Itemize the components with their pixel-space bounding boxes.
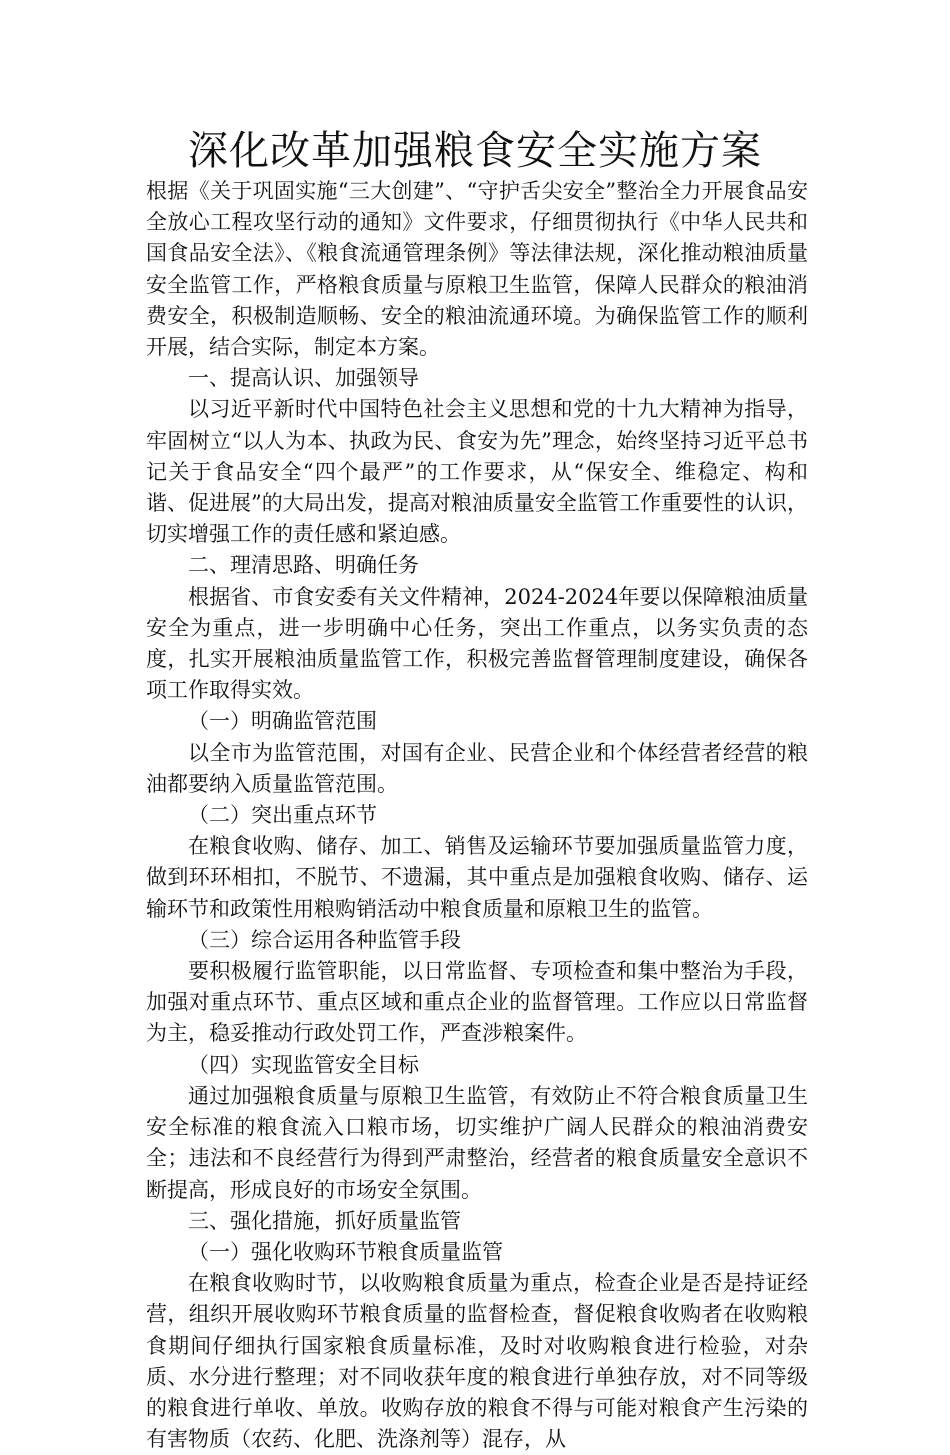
paragraph: 通过加强粮食质量与原粮卫生监管，有效防止不符合粮食质量卫生安全标准的粮食流入口粮市场，切实维护广阔人民群众的粮油消费安全；违法和不良经营行为得到严肃整治，经营者的粮食质量安全意识不断提高，形成良好的市场安全氛围。 <box>146 1083 808 1202</box>
subsection-heading: （二）突出重点环节 <box>188 803 377 828</box>
paragraph: 在粮食收购、储存、加工、销售及运输环节要加强质量监管力度，做到环环相扣，不脱节、不遗漏，其中重点是加强粮食收购、储存、运输环节和政策性用粮购销活动中粮食质量和原粮卫生的监管。 <box>146 834 808 921</box>
section-heading-1: 一、提高认识、加强领导 <box>188 366 419 391</box>
subsection-heading: （三）综合运用各种监管手段 <box>188 927 461 952</box>
subsection-heading: （一）强化收购环节粮食质量监管 <box>188 1239 503 1264</box>
paragraph: 要积极履行监管职能，以日常监督、专项检查和集中整治为手段，加强对重点环节、重点区域和重点企业的监督管理。工作应以日常监督为主，稳妥推动行政处罚工作，严查涉粮案件。 <box>146 959 808 1046</box>
subsection-heading: （四）实现监管安全目标 <box>188 1052 419 1077</box>
paragraph: 在粮食收购时节，以收购粮食质量为重点，检查企业是否是持证经营，组织开展收购环节粮食质量的监督检查，督促粮食收购者在收购粮食期间仔细执行国家粮食质量标准，及时对收购粮食进行检验，对杂质、水分进行整理；对不同收获年度的粮食进行单独存放，对不同等级的粮食进行单收、单放。收购存放的粮食不得与可能对粮食产生污染的有害物质（农药、化肥、洗涤剂等）混存，从 <box>146 1271 808 1452</box>
paragraph: 以习近平新时代中国特色社会主义思想和党的十九大精神为指导，牢固树立“以人为本、执政为民、食安为先”理念，始终坚持习近平总书记关于食品安全“四个最严”的工作要求，从“保安全、维稳定、构和谐、促进展”的大局出发，提高对粮油质量安全监管工作重要性的认识，切实增强工作的责任感和紧迫感。 <box>146 397 808 547</box>
intro-paragraph: 根据《关于巩固实施“三大创建”、“守护舌尖安全”整治全力开展食品安全放心工程攻坚行动的通知》文件要求，仔细贯彻执行《中华人民共和国食品安全法》、《粮食流通管理条例》等法律法规，深化推动粮油质量安全监管工作，严格粮食质量与原粮卫生监管，保障人民群众的粮油消费安全，积极制造顺畅、安全的粮油流通环境。为确保监管工作的顺利开展，结合实际，制定本方案。 <box>146 179 808 360</box>
section-heading-3: 三、强化措施，抓好质量监管 <box>188 1208 461 1233</box>
paragraph: 以全市为监管范围，对国有企业、民营企业和个体经营者经营的粮油都要纳入质量监管范围。 <box>146 740 808 796</box>
section-heading-2: 二、理清思路、明确任务 <box>188 553 419 578</box>
document-body <box>146 176 808 1455</box>
subsection-heading: （一）明确监管范围 <box>188 709 377 734</box>
document-title: 深化改革加强粮食安全实施方案 <box>188 128 762 174</box>
paragraph: 根据省、市食安委有关文件精神，2024-2024年要以保障粮油质量安全为重点，进一步明确中心任务，突出工作重点，以务实负责的态度，扎实开展粮油质量监管工作，积极完善监督管理制度建设，确保各项工作取得实效。 <box>146 584 808 703</box>
